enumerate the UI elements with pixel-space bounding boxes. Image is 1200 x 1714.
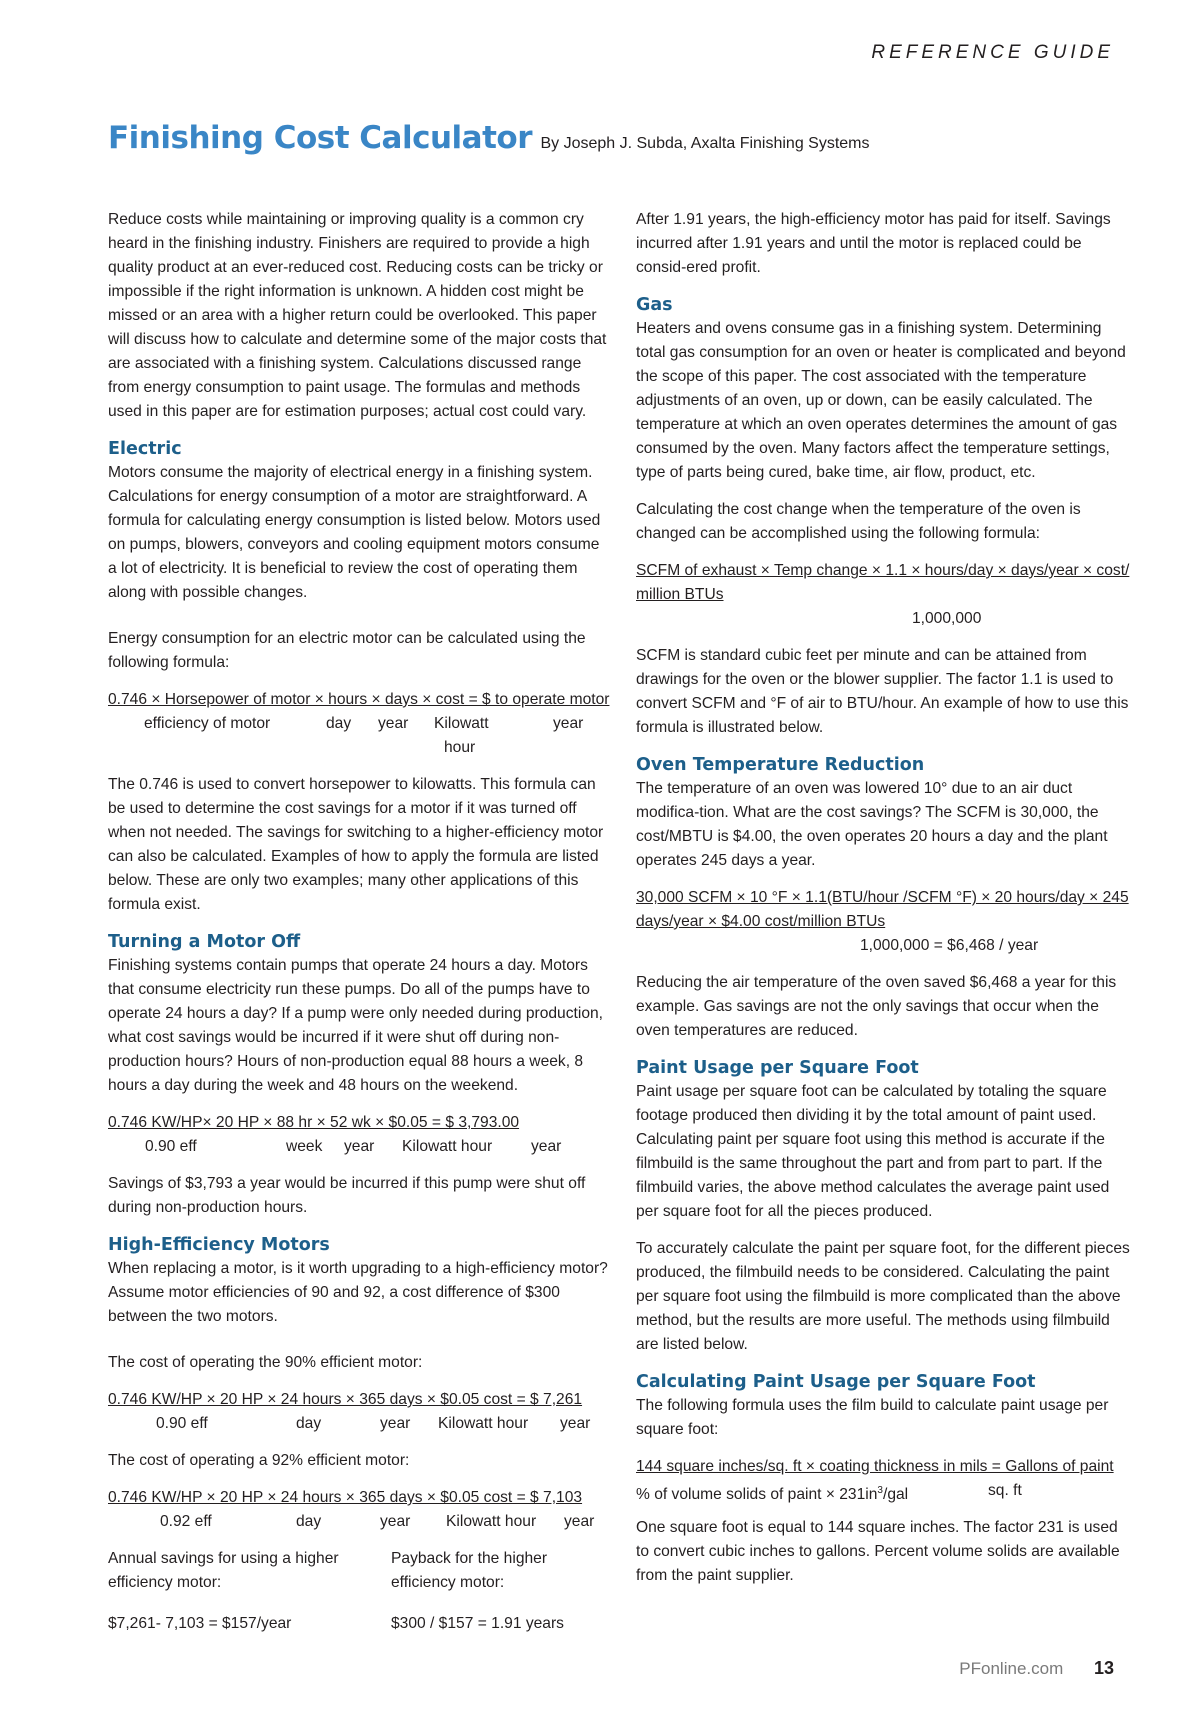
annual-savings-label: Annual savings for using a higher efficiency motor: bbox=[108, 1550, 339, 1591]
annual-savings-block bbox=[108, 1547, 348, 1649]
formula-denominator: day bbox=[296, 1415, 322, 1432]
motor-92-formula bbox=[108, 1486, 610, 1534]
formula-numerator: 0.746 × Horsepower of motor × hours × days × cost = $ to operate motor bbox=[108, 691, 610, 708]
gas-paragraph-2: Calculating the cost change when the temperature of the oven is changed can be accomplished using the following formula: bbox=[636, 501, 1081, 542]
formula-numerator: days/year × $4.00 cost/million BTUs bbox=[636, 913, 886, 930]
paint-usage-paragraph-2: To accurately calculate the paint per square foot, for the different pieces produced, the filmbuild needs to be considered. Calculating the paint per square foot using the filmbuild is more complicated than the above method, but the results are more useful. The methods using filmbuild are listed below. bbox=[636, 1240, 1130, 1353]
intro-paragraph: Reduce costs while maintaining or improving quality is a common cry heard in the finishing industry. Finishers are required to provide a high quality product at an ever-reduced cost. Reducing costs can be tricky or impossible if the right information is unknown. A hidden cost might be missed or an area with a higher return could be overlooked. This paper will discuss how to calculate and determine some of the major costs that are associated with a finishing system. Calculations discussed range from energy consumption to paint usage. The formulas and methods used in this paper are for estimation purposes; actual cost could vary. bbox=[108, 211, 607, 420]
electric-paragraph-3: The 0.746 is used to convert horsepower to kilowatts. This formula can be used to determine the cost savings for a motor if it was turned off when not needed. The savings for switching to a higher-efficiency motor can also be calculated. Examples of how to apply the formula are listed below. These are only two examples; many other applications of this formula exist. bbox=[108, 776, 604, 913]
formula-denominator: year bbox=[564, 1513, 595, 1530]
gas-paragraph-1: Heaters and ovens consume gas in a finishing system. Determining total gas consumption for an oven or heater is complicated and beyond the scope of this paper. The cost associated with the temperature adjustments of an oven, up or down, can be easily calculated. The temperature at which an oven operates determines the amount of gas consumed by the oven. Many factors affect the temperature settings, type of parts being cured, bake time, air flow, product, etc. bbox=[636, 320, 1126, 481]
formula-denominator: year bbox=[553, 715, 584, 732]
high-efficiency-heading: High-Efficiency Motors bbox=[108, 1235, 330, 1255]
formula-denominator: Kilowatt hour bbox=[402, 1138, 493, 1155]
paint-usage-heading: Paint Usage per Square Foot bbox=[636, 1058, 919, 1078]
paint-usage-formula bbox=[636, 1455, 1130, 1503]
gas-cost-formula bbox=[636, 559, 1130, 631]
section-label: REFERENCE GUIDE bbox=[871, 42, 1114, 63]
pump-savings-formula bbox=[108, 1111, 610, 1159]
formula-numerator: million BTUs bbox=[636, 586, 724, 603]
superscript: 3 bbox=[877, 1485, 883, 1496]
high-efficiency-paragraph-2: The cost of operating the 90% efficient motor: bbox=[108, 1354, 423, 1371]
left-column bbox=[108, 208, 610, 1667]
calculating-paint-paragraph-2: One square foot is equal to 144 square inches. The factor 231 is used to convert cubic inches to gallons. Percent volume solids are available from the paint supplier. bbox=[636, 1519, 1120, 1584]
formula-denominator: year bbox=[531, 1138, 562, 1155]
formula-denominator: week bbox=[286, 1138, 323, 1155]
formula-denominator: day bbox=[326, 715, 352, 732]
motor-off-heading: Turning a Motor Off bbox=[108, 932, 301, 952]
article-title-row bbox=[108, 120, 870, 156]
formula-numerator: 30,000 SCFM × 10 °F × 1.1(BTU/hour /SCFM °F) × 20 hours/day × 245 bbox=[636, 889, 1129, 906]
formula-denominator: day bbox=[296, 1513, 322, 1530]
motor-off-paragraph-2: Savings of $3,793 a year would be incurred if this pump were shut off during non-production hours. bbox=[108, 1175, 586, 1216]
formula-denominator: year bbox=[560, 1415, 591, 1432]
motor-energy-formula bbox=[108, 688, 610, 760]
high-efficiency-paragraph-3: The cost of operating a 92% efficient motor: bbox=[108, 1452, 410, 1469]
gas-heading: Gas bbox=[636, 295, 673, 315]
formula-numerator: SCFM of exhaust × Temp change × 1.1 × hours/day × days/year × cost/ bbox=[636, 562, 1130, 579]
formula-numerator: 0.746 KW/HP × 20 HP × 24 hours × 365 days × $0.05 cost = $ 7,261 bbox=[108, 1391, 583, 1408]
formula-denominator: 0.90 eff bbox=[156, 1415, 208, 1432]
formula-denominator bbox=[636, 1479, 908, 1507]
savings-summary bbox=[108, 1547, 610, 1667]
formula-numerator: 0.746 KW/HP× 20 HP × 88 hr × 52 wk × $0.05 = $ 3,793.00 bbox=[108, 1114, 520, 1131]
formula-denominator: year bbox=[344, 1138, 375, 1155]
oven-paragraph-1: The temperature of an oven was lowered 10° due to an air duct modifica-tion. What are the cost savings? The SCFM is 30,000, the cost/MBTU is $4.00, the oven operates 20 hours a day and the plant operates 245 days a year. bbox=[636, 780, 1108, 869]
article-title: Finishing Cost Calculator bbox=[108, 120, 532, 156]
formula-numerator: 0.746 KW/HP × 20 HP × 24 hours × 365 days × $0.05 cost = $ 7,103 bbox=[108, 1489, 583, 1506]
electric-heading: Electric bbox=[108, 439, 182, 459]
formula-denominator: hour bbox=[444, 739, 476, 756]
high-efficiency-paragraph-1: When replacing a motor, is it worth upgrading to a high-efficiency motor? Assume motor efficiencies of 90 and 92, a cost difference of $300 between the two motors. bbox=[108, 1260, 608, 1325]
calculating-paint-heading: Calculating Paint Usage per Square Foot bbox=[636, 1372, 1036, 1392]
formula-denominator: Kilowatt hour bbox=[446, 1513, 537, 1530]
article-byline: By Joseph J. Subda, Axalta Finishing Systems bbox=[540, 135, 870, 152]
gas-paragraph-3: SCFM is standard cubic feet per minute and can be attained from drawings for the oven or the blower supplier. The factor 1.1 is used to convert SCFM and °F of air to BTU/hour. An example of how to use this formula is illustrated below. bbox=[636, 647, 1129, 736]
oven-paragraph-2: Reducing the air temperature of the oven saved $6,468 a year for this example. Gas savings are not the only savings that occur when the oven temperatures are reduced. bbox=[636, 974, 1117, 1039]
formula-denominator: year bbox=[380, 1513, 411, 1530]
formula-denominator: Kilowatt bbox=[434, 715, 489, 732]
formula-denominator: 1,000,000 = $6,468 / year bbox=[860, 937, 1039, 954]
annual-savings-value: $7,261- 7,103 = $157/year bbox=[108, 1615, 292, 1632]
formula-numerator: 144 square inches/sq. ft × coating thickness in mils = Gallons of paint bbox=[636, 1458, 1114, 1475]
calculating-paint-paragraph-1: The following formula uses the film build to calculate paint usage per square foot: bbox=[636, 1397, 1109, 1438]
right-column bbox=[636, 208, 1130, 1601]
formula-denominator: year bbox=[380, 1415, 411, 1432]
formula-denominator-tail: /gal bbox=[882, 1486, 909, 1504]
paint-usage-paragraph-1: Paint usage per square foot can be calculated by totaling the square footage produced then dividing it by the total amount of paint used. Calculating paint per square foot using this method is accurate if the filmbuild is the same throughout the part and from part to part. If the filmbuild varies, the above method calculates the average paint used per square foot for all the pieces produced. bbox=[636, 1083, 1110, 1220]
page-number: 13 bbox=[1093, 1658, 1114, 1678]
electric-paragraph-1: Motors consume the majority of electrical energy in a finishing system. Calculations for energy consumption of a motor are straightforward. A formula for calculating energy consumption is listed below. Motors used on pumps, blowers, conveyors and cooling equipment motors consume a lot of electricity. It is beneficial to review the cost of operating them along with possible changes. bbox=[108, 464, 601, 601]
formula-denominator: Kilowatt hour bbox=[438, 1415, 529, 1432]
formula-denominator: efficiency of motor bbox=[144, 715, 271, 732]
payback-label: Payback for the higher efficiency motor: bbox=[391, 1550, 548, 1591]
oven-heading: Oven Temperature Reduction bbox=[636, 755, 925, 775]
website-label: PFonline.com bbox=[959, 1659, 1064, 1678]
formula-denominator: sq. ft bbox=[988, 1482, 1022, 1499]
formula-denominator-text: % of volume solids of paint × 231in bbox=[636, 1486, 878, 1504]
motor-90-formula bbox=[108, 1388, 610, 1436]
formula-denominator: 0.90 eff bbox=[145, 1138, 197, 1155]
motor-off-paragraph-1: Finishing systems contain pumps that operate 24 hours a day. Motors that consume electricity run these pumps. Do all of the pumps have to operate 24 hours a day? If a pump were only needed during production, what cost savings would be incurred if it were shut off during non-production hours? Hours of non-production equal 88 hours a week, 8 hours a day during the week and 48 hours on the weekend. bbox=[108, 957, 604, 1094]
electric-paragraph-2: Energy consumption for an electric motor can be calculated using the following formula: bbox=[108, 630, 586, 671]
payback-paragraph: After 1.91 years, the high-efficiency motor has paid for itself. Savings incurred after 1.91 years and until the motor is replaced could be consid-ered profit. bbox=[636, 211, 1111, 276]
formula-denominator: year bbox=[378, 715, 409, 732]
payback-block bbox=[391, 1547, 601, 1649]
formula-denominator: 1,000,000 bbox=[912, 610, 982, 627]
payback-value: $300 / $157 = 1.91 years bbox=[391, 1615, 564, 1632]
page-footer bbox=[959, 1658, 1114, 1679]
oven-savings-formula bbox=[636, 886, 1130, 958]
formula-denominator: 0.92 eff bbox=[160, 1513, 212, 1530]
